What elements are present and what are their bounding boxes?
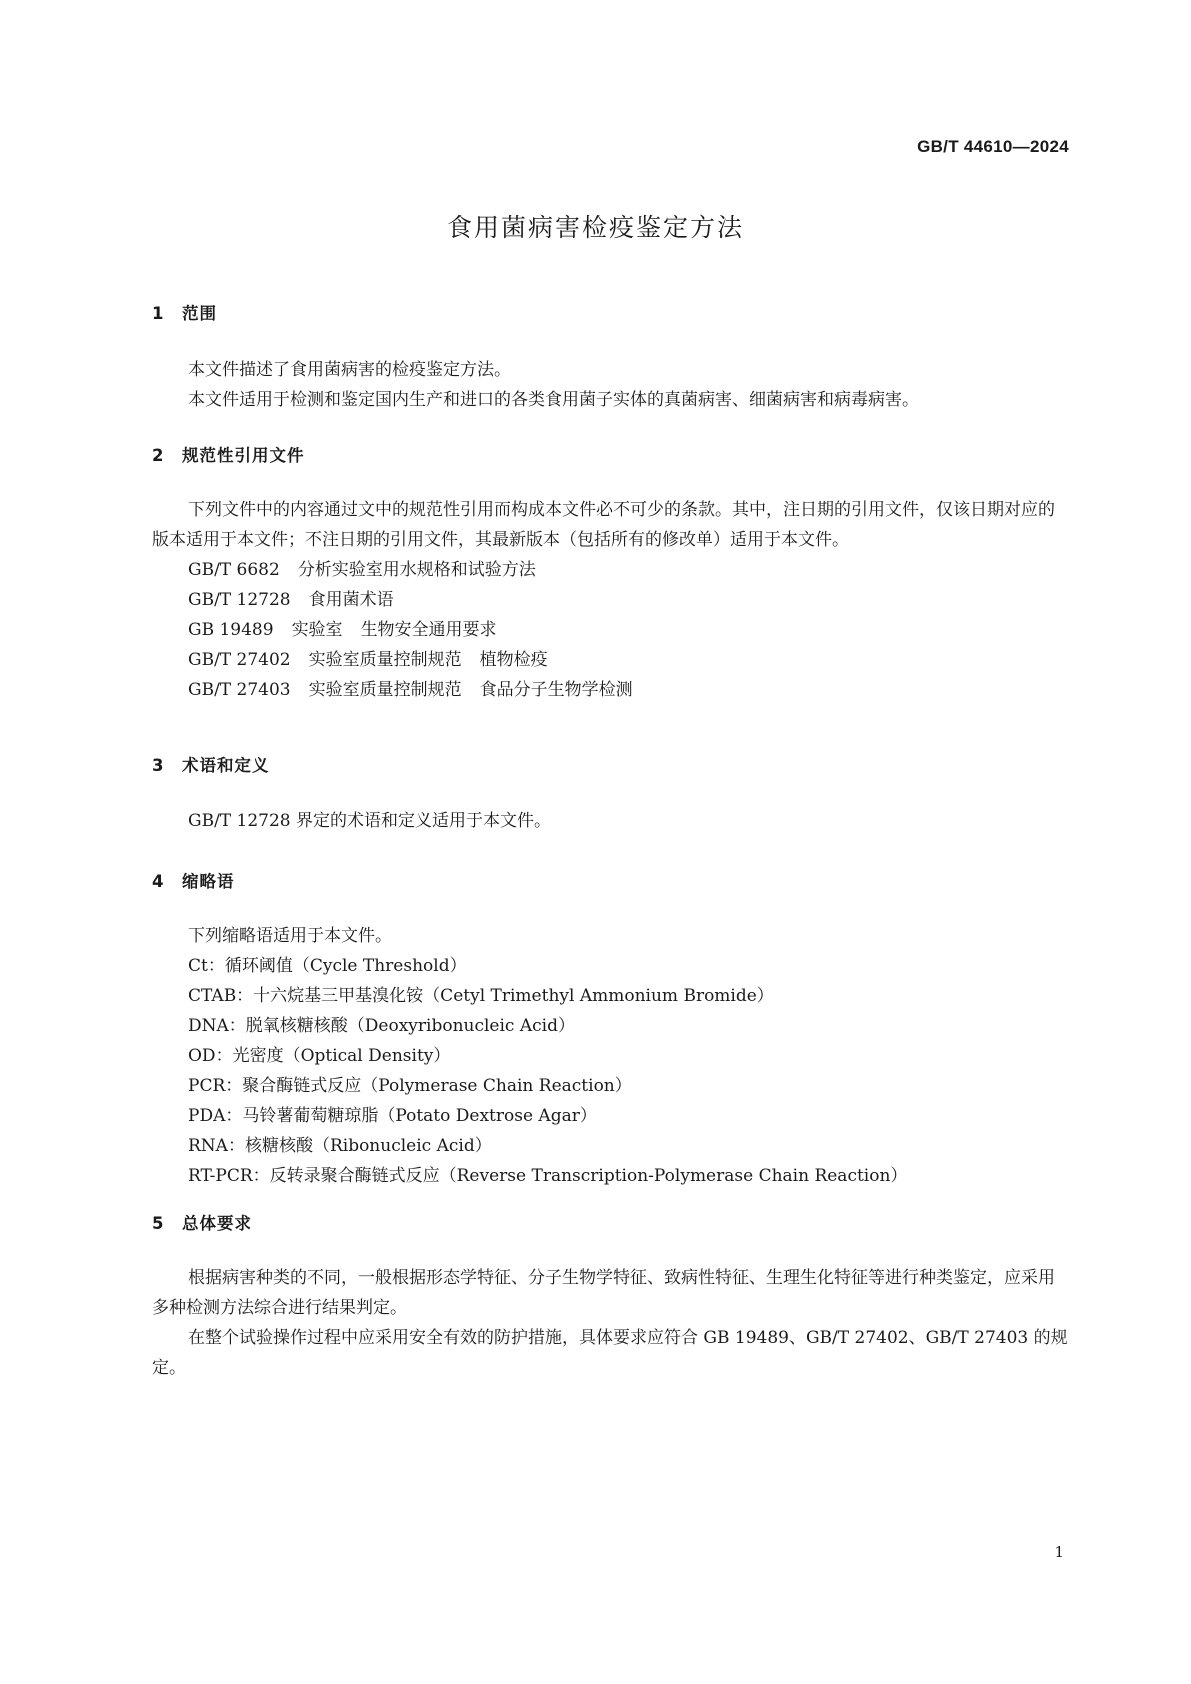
reference-title: 食用菌术语 [308,590,394,610]
section-number: 3 [152,756,165,775]
reference-subtitle: 生物安全通用要求 [360,620,497,640]
reference-title: 实验室质量控制规范 [308,650,462,670]
abbreviation-item: PCR：聚合酶链式反应（Polymerase Chain Reaction） [188,1076,632,1096]
section-number: 1 [152,304,165,323]
reference-code: GB/T 27402 [188,650,291,670]
section-3-heading [152,752,270,776]
paragraph: 本文件描述了食用菌病害的检疫鉴定方法。 [188,360,511,380]
reference-item [152,615,1068,645]
section-3-body [152,806,1068,836]
section-number: 5 [152,1214,165,1233]
abbreviation-item: RNA：核糖核酸（Ribonucleic Acid） [188,1136,492,1156]
section-2-body [152,495,1068,705]
section-4-heading [152,868,235,892]
section-5-body [152,1263,1068,1383]
reference-code: GB 19489 [188,620,274,640]
abbreviation-item: PDA：马铃薯葡萄糖琼脂（Potato Dextrose Agar） [188,1106,597,1126]
section-2-heading [152,442,305,466]
section-title: 术语和定义 [182,756,270,775]
abbreviation-item: OD：光密度（Optical Density） [188,1046,451,1066]
paragraph: 根据病害种类的不同，一般根据形态学特征、分子生物学特征、致病性特征、生理生化特征等进行种类鉴定，应采用多种检测方法综合进行结果判定。 [152,1268,1055,1318]
reference-item [152,675,1068,705]
abbreviation-item: Ct：循环阈值（Cycle Threshold） [188,956,467,976]
document-title: 食用菌病害检疫鉴定方法 [446,213,744,242]
section-title: 缩略语 [182,872,235,891]
section-title: 规范性引用文件 [182,446,305,465]
reference-item [152,645,1068,675]
abbreviation-item: RT-PCR：反转录聚合酶链式反应（Reverse Transcription-Polymerase Chain Reaction） [188,1166,908,1186]
reference-item [152,585,1068,615]
reference-title: 分析实验室用水规格和试验方法 [297,560,536,580]
paragraph: GB/T 12728 界定的术语和定义适用于本文件。 [188,811,552,831]
paragraph: 下列文件中的内容通过文中的规范性引用而构成本文件必不可少的条款。其中，注日期的引用文件，仅该日期对应的版本适用于本文件；不注日期的引用文件，其最新版本（包括所有的修改单）适用于本文件。 [152,500,1055,550]
abbreviation-item: DNA：脱氧核糖核酸（Deoxyribonucleic Acid） [188,1016,575,1036]
section-5-heading [152,1210,252,1234]
section-1-body [152,355,1068,415]
reference-subtitle: 植物检疫 [479,650,548,670]
section-1-heading [152,300,217,324]
reference-title: 实验室 [291,620,343,640]
abbreviation-item: CTAB：十六烷基三甲基溴化铵（Cetyl Trimethyl Ammonium Bromide） [188,986,774,1006]
reference-item [152,555,1068,585]
section-number: 4 [152,872,165,891]
page-number: 1 [1054,1543,1064,1561]
section-title: 范围 [182,304,217,323]
section-number: 2 [152,446,165,465]
reference-subtitle: 食品分子生物学检测 [479,680,633,700]
paragraph: 在整个试验操作过程中应采用安全有效的防护措施，具体要求应符合 GB 19489、GB/T 27402、GB/T 27403 的规定。 [152,1328,1068,1378]
paragraph: 下列缩略语适用于本文件。 [188,926,392,946]
reference-title: 实验室质量控制规范 [308,680,462,700]
section-4-body [152,921,1068,1191]
reference-code: GB/T 12728 [188,590,291,610]
section-title: 总体要求 [182,1214,252,1233]
reference-code: GB/T 27403 [188,680,291,700]
reference-code: GB/T 6682 [188,560,280,580]
standard-code: GB/T 44610—2024 [917,137,1069,156]
paragraph: 本文件适用于检测和鉴定国内生产和进口的各类食用菌子实体的真菌病害、细菌病害和病毒病害。 [188,390,919,410]
